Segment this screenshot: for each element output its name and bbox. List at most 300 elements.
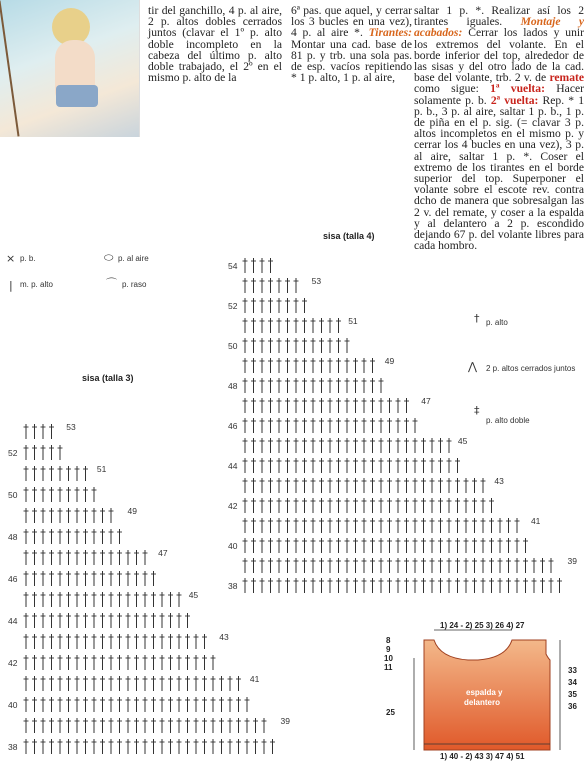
stitch-symbol xyxy=(185,739,190,754)
schematic-label-2: delantero xyxy=(464,698,501,707)
stitch-symbol xyxy=(58,592,63,607)
stitch-symbol xyxy=(438,558,443,573)
stitch-symbol xyxy=(336,418,341,433)
stitch-symbol xyxy=(251,358,256,373)
stitch-symbol xyxy=(319,438,324,453)
stitch-symbol xyxy=(83,529,88,544)
stitch-symbol xyxy=(109,613,114,628)
stitch-symbol xyxy=(311,378,316,393)
stitch-symbol xyxy=(126,739,131,754)
text-column-2: 6ª pas. que aquel, y cerrar los 3 bucles en una vez), 4 p. al aire *. Tirantes: Montar una cad. base de 81 p. y trb. una sola pas. de esp. vacíos repitiendo * 1 p. alto, 1 p. al aire, xyxy=(291,4,412,85)
stitch-symbol xyxy=(328,438,333,453)
stitch-symbol xyxy=(387,418,392,433)
stitch-symbol xyxy=(532,558,537,573)
stitch-symbol xyxy=(251,398,256,413)
stitch-symbol xyxy=(211,655,216,670)
stitch-symbol xyxy=(438,518,443,533)
stitch-symbol xyxy=(353,558,358,573)
stitch-symbol xyxy=(311,578,316,593)
stitch-symbol xyxy=(362,438,367,453)
row-number: 45 xyxy=(457,436,468,446)
stitch-symbol xyxy=(168,613,173,628)
stitch-symbol xyxy=(302,438,307,453)
stitch-symbol xyxy=(134,739,139,754)
stitch-symbol xyxy=(24,550,29,565)
stitch-symbol xyxy=(549,578,554,593)
stitch-symbol xyxy=(32,655,37,670)
stitch-symbol xyxy=(58,487,63,502)
stitch-symbol xyxy=(185,655,190,670)
stitch-symbol xyxy=(177,634,182,649)
stitch-symbol xyxy=(319,358,324,373)
stitch-symbol xyxy=(345,438,350,453)
stitch-symbol xyxy=(75,592,80,607)
stitch-symbol xyxy=(58,571,63,586)
stitch-symbol xyxy=(24,697,29,712)
stitch-symbol xyxy=(32,697,37,712)
stitch-symbol xyxy=(49,508,54,523)
stitch-symbol xyxy=(41,739,46,754)
stitch-symbol xyxy=(328,398,333,413)
stitch-symbol xyxy=(92,529,97,544)
stitch-symbol xyxy=(413,498,418,513)
stitch-symbol xyxy=(32,424,37,439)
stitch-symbol xyxy=(243,538,248,553)
stitch-symbol xyxy=(277,278,282,293)
stitch-symbol xyxy=(345,398,350,413)
stitch-symbol xyxy=(32,487,37,502)
stitch-symbol xyxy=(41,655,46,670)
stitch-symbol xyxy=(447,538,452,553)
stitch-symbol xyxy=(345,578,350,593)
stitch-symbol xyxy=(41,529,46,544)
stitch-symbol xyxy=(345,418,350,433)
stitch-symbol xyxy=(41,424,46,439)
schematic-right-33: 33 xyxy=(568,666,577,675)
stitch-symbol xyxy=(285,438,290,453)
stitch-symbol xyxy=(251,278,256,293)
stitch-symbol xyxy=(404,498,409,513)
stitch-symbol xyxy=(506,558,511,573)
stitch-symbol xyxy=(243,438,248,453)
stitch-symbol xyxy=(268,258,273,273)
stitch-symbol xyxy=(532,578,537,593)
stitch-symbol xyxy=(49,739,54,754)
stitch-symbol xyxy=(455,458,460,473)
stitch-symbol xyxy=(134,571,139,586)
row-number: 40 xyxy=(8,700,18,710)
stitch-symbol xyxy=(285,298,290,313)
stitch-symbol xyxy=(236,718,241,733)
stitch-symbol xyxy=(245,718,250,733)
legend-right: † p. alto ⋀ 2 p. altos cerrados juntos ‡ p. alto doble xyxy=(468,312,576,425)
stitch-symbol xyxy=(268,458,273,473)
schematic-top-dim: 1) 24 - 2) 25 3) 26 4) 27 xyxy=(440,621,525,630)
stitch-symbol xyxy=(464,498,469,513)
stitch-symbol xyxy=(362,558,367,573)
stitch-symbol xyxy=(243,478,248,493)
stitch-symbol xyxy=(151,571,156,586)
stitch-symbol xyxy=(498,518,503,533)
row-number: 41 xyxy=(530,516,541,526)
stitch-symbol xyxy=(211,718,216,733)
alto-icon: † xyxy=(474,312,480,325)
stitch-symbol xyxy=(328,458,333,473)
stitch-symbol xyxy=(498,538,503,553)
chart-right-title: sisa (talla 4) xyxy=(323,231,375,241)
stitch-symbol xyxy=(396,558,401,573)
stitch-symbol xyxy=(285,418,290,433)
stitch-symbol xyxy=(177,697,182,712)
stitch-symbol xyxy=(277,318,282,333)
stitch-symbol xyxy=(353,418,358,433)
stitch-symbol xyxy=(489,538,494,553)
stitch-symbol xyxy=(311,558,316,573)
stitch-symbol xyxy=(387,458,392,473)
stitch-symbol xyxy=(328,418,333,433)
stitch-symbol xyxy=(75,676,80,691)
stitch-symbol xyxy=(498,558,503,573)
stitch-symbol xyxy=(143,739,148,754)
stitch-symbol xyxy=(260,518,265,533)
stitch-symbol xyxy=(260,318,265,333)
row-number: 52 xyxy=(8,448,18,458)
stitch-symbol xyxy=(83,739,88,754)
stitch-symbol xyxy=(143,718,148,733)
stitch-symbol xyxy=(117,571,122,586)
stitch-symbol xyxy=(117,718,122,733)
stitch-symbol xyxy=(117,739,122,754)
stitch-symbol xyxy=(370,398,375,413)
stitch-symbol xyxy=(92,739,97,754)
stitch-symbol xyxy=(362,458,367,473)
stitch-symbol xyxy=(143,592,148,607)
stitch-symbol xyxy=(328,558,333,573)
stitch-symbol xyxy=(66,487,71,502)
stitch-symbol xyxy=(66,718,71,733)
stitch-symbol xyxy=(83,676,88,691)
stitch-symbol xyxy=(58,613,63,628)
stitch-symbol xyxy=(58,466,63,481)
stitch-symbol xyxy=(285,538,290,553)
stitch-symbol xyxy=(336,458,341,473)
stitch-symbol xyxy=(285,558,290,573)
stitch-symbol xyxy=(92,634,97,649)
row-number: 52 xyxy=(228,301,238,311)
stitch-symbol xyxy=(211,739,216,754)
stitch-symbol xyxy=(109,571,114,586)
stitch-symbol xyxy=(66,529,71,544)
stitch-symbol xyxy=(464,578,469,593)
stitch-symbol xyxy=(49,529,54,544)
stitch-symbol xyxy=(345,478,350,493)
stitch-symbol xyxy=(506,518,511,533)
stitch-symbol xyxy=(328,338,333,353)
row-number: 50 xyxy=(228,341,238,351)
stitch-symbol xyxy=(260,298,265,313)
stitch-symbol xyxy=(387,398,392,413)
stitch-symbol xyxy=(151,592,156,607)
stitch-symbol xyxy=(336,538,341,553)
row-number: 39 xyxy=(567,556,577,566)
stitch-symbol xyxy=(100,655,105,670)
stitch-symbol xyxy=(260,498,265,513)
stitch-symbol xyxy=(24,634,29,649)
stitch-symbol xyxy=(413,578,418,593)
stitch-symbol xyxy=(268,478,273,493)
stitch-symbol xyxy=(126,592,131,607)
row-number: 39 xyxy=(280,716,290,726)
stitch-symbol xyxy=(379,538,384,553)
stitch-symbol xyxy=(455,538,460,553)
stitch-symbol xyxy=(109,550,114,565)
stitch-symbol xyxy=(126,655,131,670)
stitch-symbol xyxy=(41,634,46,649)
stitch-symbol xyxy=(413,538,418,553)
stitch-symbol xyxy=(260,258,265,273)
stitch-symbol xyxy=(328,538,333,553)
stitch-symbol xyxy=(353,458,358,473)
stitch-symbol xyxy=(362,358,367,373)
stitch-symbol xyxy=(143,613,148,628)
stitch-symbol xyxy=(268,538,273,553)
stitch-symbol xyxy=(447,478,452,493)
stitch-symbol xyxy=(83,697,88,712)
stitch-symbol xyxy=(92,718,97,733)
stitch-symbol xyxy=(455,578,460,593)
stitch-symbol xyxy=(211,697,216,712)
stitch-symbol xyxy=(302,318,307,333)
stitch-symbol xyxy=(168,592,173,607)
stitch-symbol xyxy=(481,538,486,553)
stitch-symbol xyxy=(109,508,114,523)
stitch-symbol xyxy=(243,518,248,533)
stitch-symbol xyxy=(177,613,182,628)
row-number: 40 xyxy=(228,541,238,551)
stitch-symbol xyxy=(41,550,46,565)
stitch-symbol xyxy=(32,634,37,649)
stitch-symbol xyxy=(32,592,37,607)
stitch-symbol xyxy=(151,739,156,754)
stitch-symbol xyxy=(243,298,248,313)
stitch-symbol xyxy=(421,518,426,533)
stitch-symbol xyxy=(387,558,392,573)
stitch-symbol xyxy=(185,697,190,712)
stitch-symbol xyxy=(134,634,139,649)
stitch-symbol xyxy=(228,676,233,691)
stitch-symbol xyxy=(100,634,105,649)
stitch-symbol xyxy=(49,634,54,649)
stitch-symbol xyxy=(66,550,71,565)
stitch-symbol xyxy=(421,438,426,453)
row-number: 42 xyxy=(8,658,18,668)
row-number: 41 xyxy=(249,674,260,684)
stitch-symbol xyxy=(236,676,241,691)
stitch-symbol xyxy=(228,739,233,754)
stitch-symbol xyxy=(109,529,114,544)
stitch-symbol xyxy=(302,358,307,373)
stitch-symbol xyxy=(160,613,165,628)
stitch-symbol xyxy=(489,498,494,513)
row-number: 51 xyxy=(348,316,358,326)
stitch-symbol xyxy=(430,518,435,533)
stitch-symbol xyxy=(83,466,88,481)
stitch-symbol xyxy=(251,578,256,593)
stitch-symbol xyxy=(260,438,265,453)
stitch-symbol xyxy=(277,518,282,533)
stitch-symbol xyxy=(311,478,316,493)
stitch-symbol xyxy=(447,458,452,473)
instructions-text: tir del ganchillo, 4 p. al aire, 2 p. altos dobles cerrados juntos (clavar el 1º p. alto doble incompleto en la cabeza del último p. alto doble trabajado, el 2º en el mismo p. alto de la xyxy=(148,4,282,85)
stitch-symbol xyxy=(168,634,173,649)
stitch-symbol xyxy=(143,571,148,586)
stitch-symbol xyxy=(515,518,520,533)
stitch-symbol xyxy=(109,739,114,754)
stitch-symbol xyxy=(336,558,341,573)
stitch-symbol xyxy=(219,718,224,733)
stitch-symbol xyxy=(285,358,290,373)
stitch-symbol xyxy=(311,418,316,433)
stitch-symbol xyxy=(253,739,258,754)
stitch-symbol xyxy=(24,655,29,670)
stitch-symbol xyxy=(396,538,401,553)
pb-icon: × xyxy=(6,252,16,265)
stitch-symbol xyxy=(370,518,375,533)
stitch-symbol xyxy=(260,398,265,413)
stitch-symbol xyxy=(66,592,71,607)
stitch-symbol xyxy=(219,739,224,754)
stitch-symbol xyxy=(438,538,443,553)
stitch-symbol xyxy=(404,518,409,533)
stitch-symbol xyxy=(455,558,460,573)
stitch-symbol xyxy=(472,478,477,493)
stitch-symbol xyxy=(202,655,207,670)
stitch-symbol xyxy=(92,508,97,523)
stitch-symbol xyxy=(336,338,341,353)
stitch-symbol xyxy=(379,518,384,533)
stitch-symbol xyxy=(302,578,307,593)
stitch-symbol xyxy=(353,518,358,533)
stitch-symbol xyxy=(370,498,375,513)
stitch-symbol xyxy=(387,578,392,593)
stitch-symbol xyxy=(285,458,290,473)
stitch-symbol xyxy=(421,478,426,493)
stitch-symbol xyxy=(379,558,384,573)
stitch-symbol xyxy=(243,318,248,333)
stitch-symbol xyxy=(92,592,97,607)
stitch-symbol xyxy=(319,578,324,593)
stitch-symbol xyxy=(177,676,182,691)
stitch-symbol xyxy=(49,613,54,628)
row-number: 44 xyxy=(228,461,238,471)
stitch-symbol xyxy=(285,498,290,513)
stitch-symbol xyxy=(464,518,469,533)
stitch-symbol xyxy=(251,558,256,573)
stitch-symbol xyxy=(328,478,333,493)
stitch-symbol xyxy=(109,718,114,733)
stitch-symbol xyxy=(336,358,341,373)
stitch-symbol xyxy=(66,571,71,586)
stitch-symbol xyxy=(160,655,165,670)
stitch-symbol xyxy=(277,538,282,553)
stitch-symbol xyxy=(24,739,29,754)
stitch-symbol xyxy=(151,613,156,628)
row-number: 38 xyxy=(8,742,18,752)
stitch-symbol xyxy=(370,358,375,373)
stitch-symbol xyxy=(75,466,80,481)
stitch-symbol xyxy=(353,478,358,493)
stitch-symbol xyxy=(134,550,139,565)
stitch-symbol xyxy=(294,538,299,553)
stitch-symbol xyxy=(336,498,341,513)
stitch-symbol xyxy=(58,550,63,565)
stitch-symbol xyxy=(83,508,88,523)
stitch-symbol xyxy=(387,538,392,553)
stitch-symbol xyxy=(319,318,324,333)
stitch-symbol xyxy=(319,498,324,513)
stitch-symbol xyxy=(251,538,256,553)
stitch-symbol xyxy=(362,418,367,433)
stitch-symbol xyxy=(379,578,384,593)
stitch-symbol xyxy=(66,697,71,712)
stitch-symbol xyxy=(430,458,435,473)
stitch-symbol xyxy=(92,676,97,691)
stitch-symbol xyxy=(32,508,37,523)
stitch-symbol xyxy=(455,518,460,533)
doble-icon: ‡ xyxy=(474,404,480,417)
stitch-symbol xyxy=(143,676,148,691)
stitch-symbol xyxy=(24,529,29,544)
stitch-symbol xyxy=(404,538,409,553)
schematic-bottom-dim: 1) 40 - 2) 43 3) 47 4) 51 xyxy=(440,752,525,761)
stitch-symbol xyxy=(236,697,241,712)
stitch-symbol xyxy=(472,578,477,593)
stitch-symbol xyxy=(219,697,224,712)
stitch-symbol xyxy=(219,676,224,691)
stitch-symbol xyxy=(126,613,131,628)
stitch-symbol xyxy=(268,298,273,313)
stitch-symbol xyxy=(506,578,511,593)
stitch-symbol xyxy=(540,558,545,573)
row-number: 49 xyxy=(127,506,137,516)
stitch-symbol xyxy=(251,378,256,393)
stitch-symbol xyxy=(447,498,452,513)
stitch-symbol xyxy=(143,634,148,649)
stitch-symbol xyxy=(370,538,375,553)
stitch-symbol xyxy=(489,558,494,573)
stitch-symbol xyxy=(168,676,173,691)
stitch-symbol xyxy=(24,571,29,586)
row-number: 45 xyxy=(188,590,199,600)
stitch-symbol xyxy=(75,508,80,523)
stitch-symbol xyxy=(311,518,316,533)
stitch-symbol xyxy=(549,558,554,573)
stitch-symbol xyxy=(202,676,207,691)
stitch-symbol xyxy=(472,558,477,573)
stitch-symbol xyxy=(32,550,37,565)
stitch-symbol xyxy=(523,558,528,573)
stitch-symbol xyxy=(277,338,282,353)
row-number: 50 xyxy=(8,490,18,500)
stitch-symbol xyxy=(302,458,307,473)
stitch-symbol xyxy=(32,571,37,586)
stitch-symbol xyxy=(557,578,562,593)
stitch-symbol xyxy=(194,718,199,733)
stitch-symbol xyxy=(345,378,350,393)
stitch-symbol xyxy=(268,498,273,513)
stitch-symbol xyxy=(49,592,54,607)
stitch-symbol xyxy=(294,478,299,493)
